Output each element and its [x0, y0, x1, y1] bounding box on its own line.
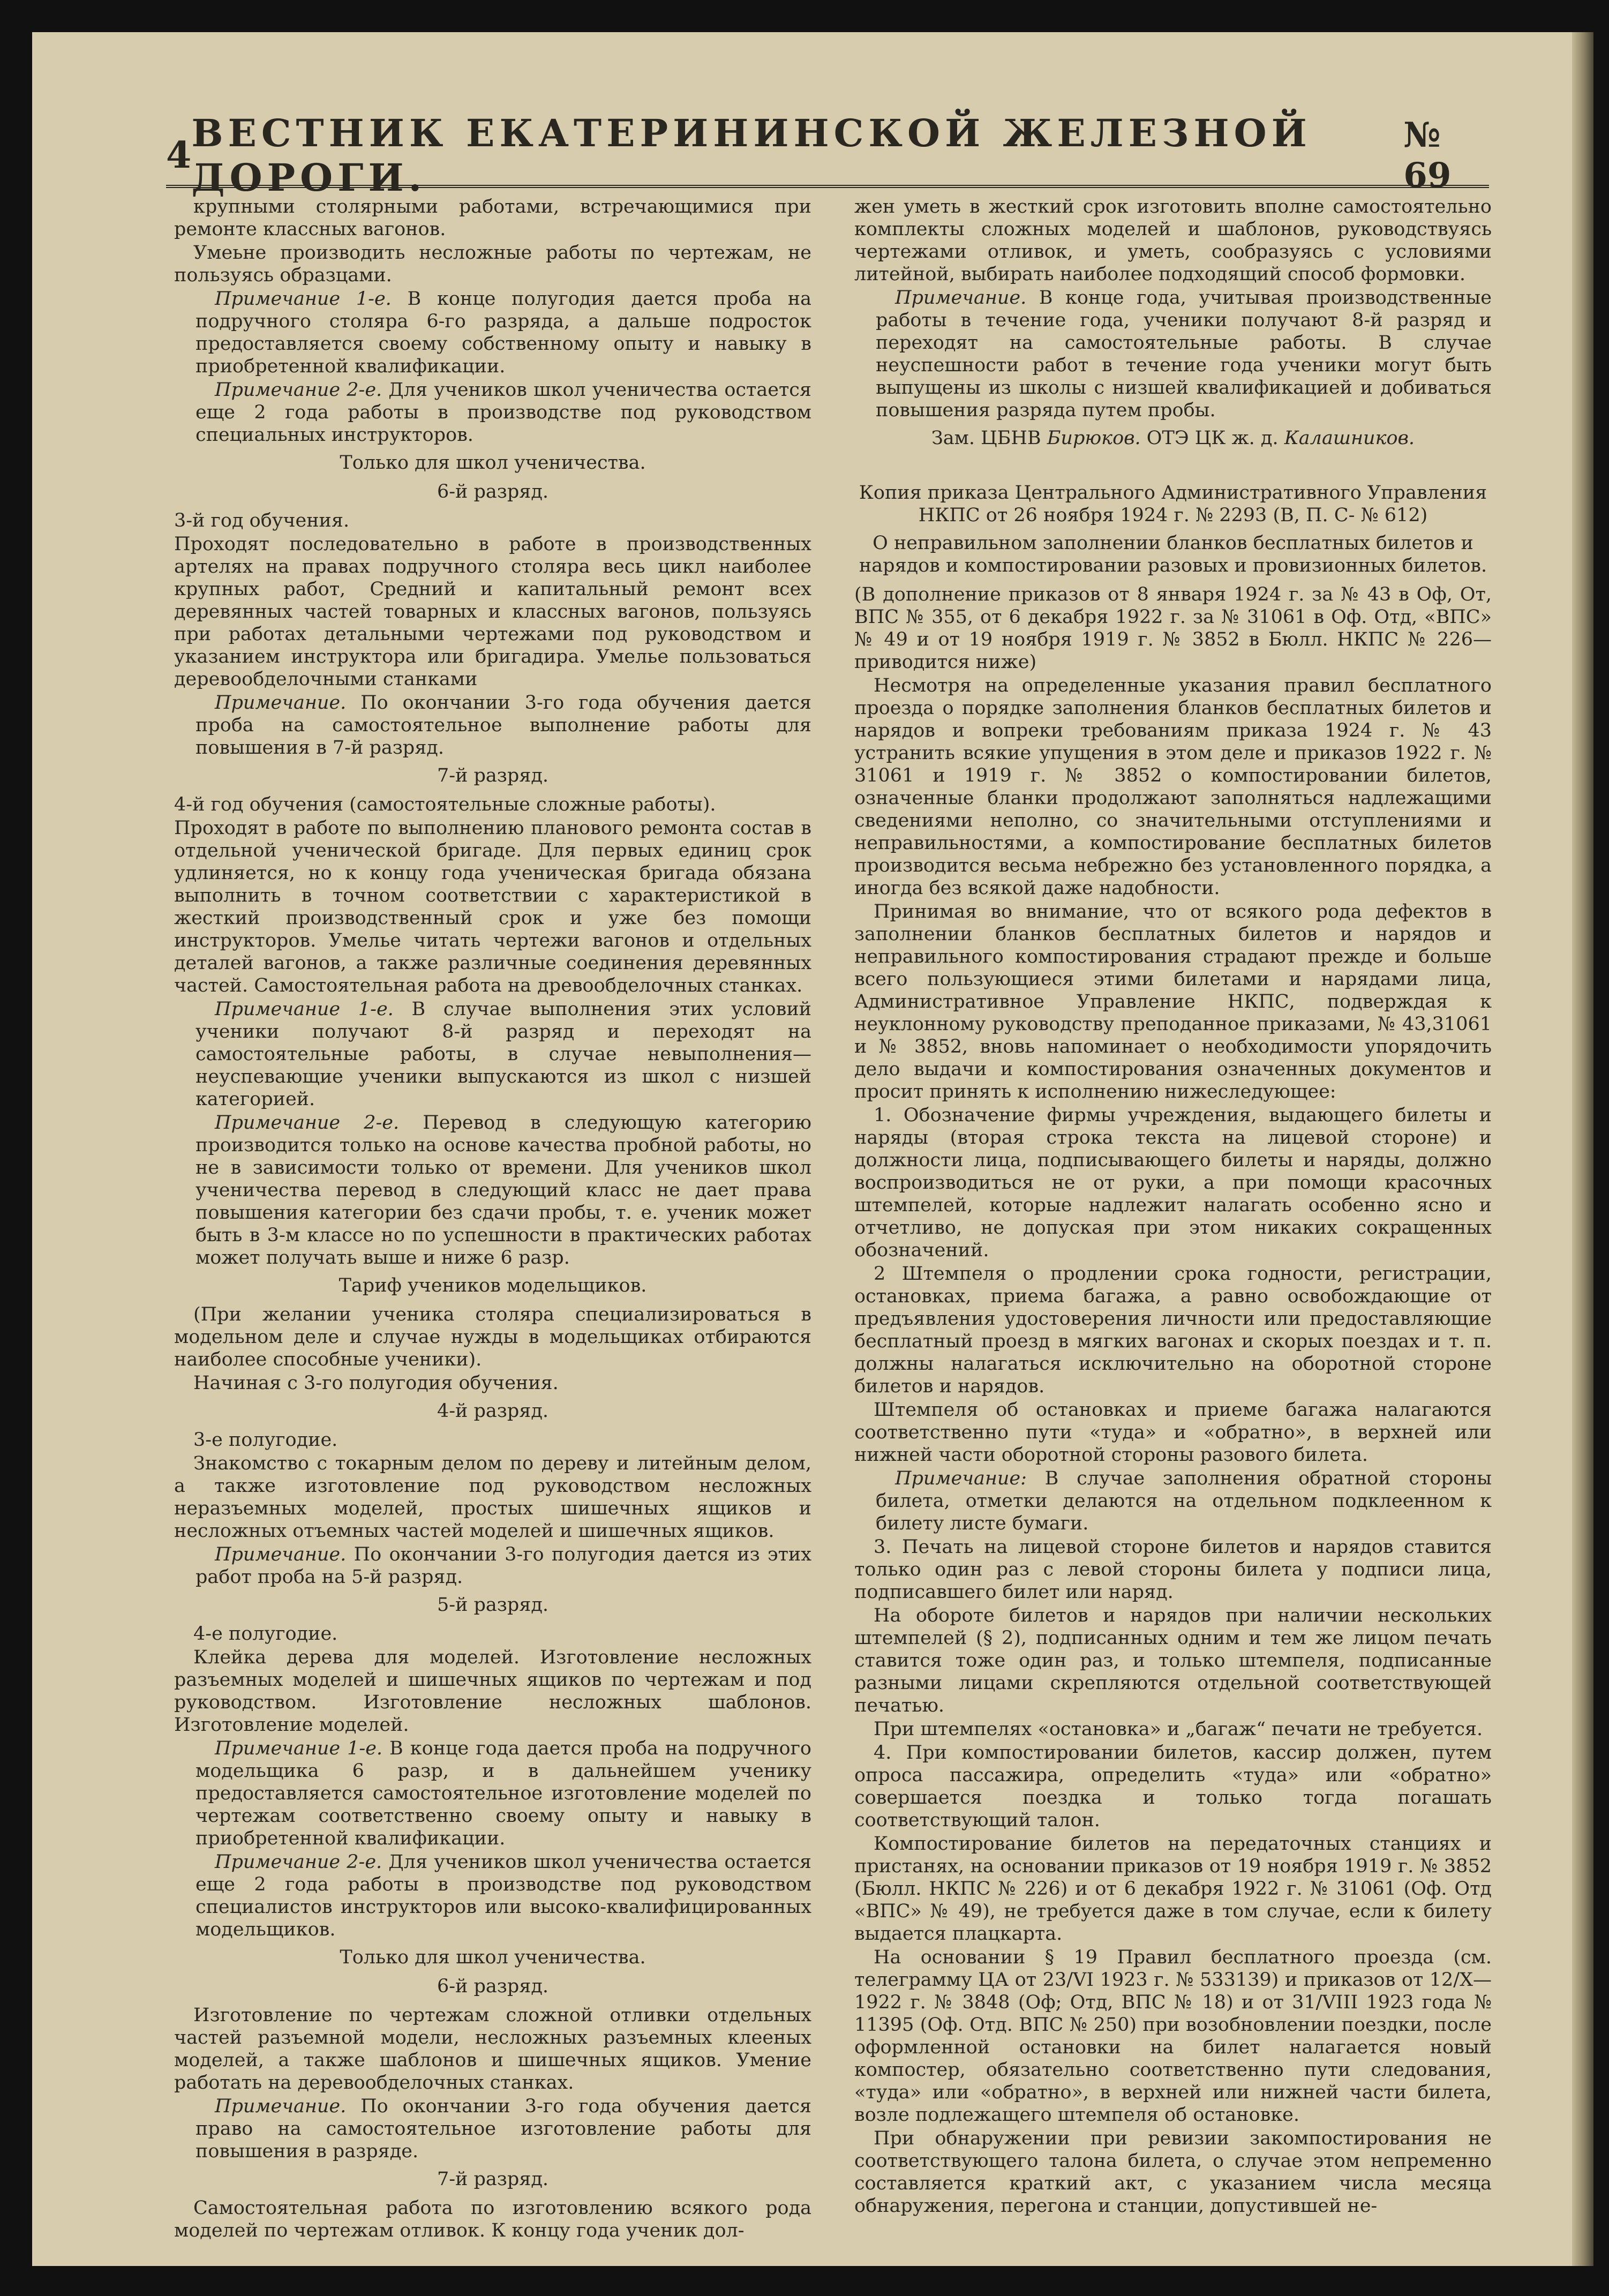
note-text: В случае заполнения обратной стороны билета, отметки делаются на отдельном подклеенном к билету листе бумаги. — [876, 1468, 1492, 1534]
paragraph: Проходят в работе по выполнению планового ремонта состав в отдельной ученической бригаде. Для первых единиц срок удлиняется, но к концу года ученическая бригада обязана выполнить в точном соответствии с характеристикой в жесткий производственный срок и уже без помощи инструкторов. Умелье читать чертежи вагонов и отдельных деталей вагонов, а также различные соединения деревянных частей. Самостоятельная работа на древообделочных станках. — [174, 817, 811, 996]
note-paragraph — [174, 1737, 811, 1850]
paragraph: Умеьне производить несложные работы по чертежам, не пользуясь образцами. — [174, 242, 811, 286]
paragraph: 4. При компостировании билетов, кассир должен, путем опроса пассажира, определить «туда» или «обратно» совершается поездка и только тогда погашать соответствующий талон. — [854, 1742, 1492, 1831]
paragraph: На основании § 19 Правил бесплатного проезда (см. телеграмму ЦА от 23/VI 1923 г. № 533139) и приказов от 12/X—1922 г. № 3848 (Оф; Отд, ВПС № 18) и от 31/VIII 1923 года № 11395 (Оф. Отд. ВПС № 250) при возобновлении поездки, после оформленной остановки на билет налагается новый компостер, обязательно соответственно пути следования, «туда» или «обратно», в верхней или нижней части билета, возле подлежащего штемпеля об остановке. — [854, 1947, 1492, 2126]
section-heading: 7-й разряд. — [437, 765, 549, 786]
left-column — [174, 196, 811, 2243]
paragraph: Знакомство с токарным делом по дереву и литейным делом, а также изготовление под руководством несложных неразъемных моделей, простых шишечных ящиков и несложных отъемных частей моделей и шишечных ящиков. — [174, 1453, 811, 1542]
section-heading: Только для школ ученичества. — [340, 452, 646, 474]
paragraph: Принимая во внимание, что от всякого рода дефектов в заполнении бланков бесплатных билетов и нарядов и неправильного компостирования страдают прежде и больше всего пользующиеся этими билетами и нарядами лица, Административное Управление НКПС, подверждая к неуклонному руководству преподанное приказами, № 43,31061 и № 3852, вновь напоминает о необходимости упорядочить дело выдачи и компостирования означенных документов и просит принять к исполнению нижеследующее: — [854, 901, 1492, 1102]
note-label: Примечание 2-е. — [215, 379, 382, 401]
paragraph: (При желании ученика столяра специализироваться в модельном деле и случае нужды в модельщиках отбираются наиболее способные ученики). — [174, 1304, 811, 1370]
note-paragraph — [174, 2095, 811, 2163]
paragraph: При штемпелях «остановка» и „багаж“ печати не требуется. — [874, 1719, 1483, 1740]
page-header — [166, 111, 1489, 200]
section-heading: Только для школ ученичества. — [340, 1947, 646, 1968]
document-heading: Копия приказа Центрального Административного Управления НКПС от 26 ноября 1924 г. № 2293 (В, П. С- № 612) — [859, 482, 1487, 526]
paragraph: Несмотря на определенные указания правил бесплатного проезда о порядке заполнения бланков бесплатных билетов и нарядов и вопреки требованиям приказа 1924 г. № 43 устранить всякие упущения в этом деле и приказов 1922 г. № 31061 и 1919 г. № 3852 о компостировании билетов, означенные бланки продолжают заполняться надлежащими сведениями неполно, со значительными отступлениями и неправильностями, а компостирование бесплатных билетов производится весьма небрежно без установленного порядка, а иногда без всякой даже надобности. — [854, 675, 1492, 899]
signer-title: ОТЭ ЦК ж. д. — [1140, 427, 1279, 449]
signer-name: Бирюков. — [1041, 427, 1141, 449]
section-heading: Тариф учеников модельщиков. — [339, 1275, 647, 1296]
note-text: По окончании 3-го года обучения дается проба на самостоятельное выполнение работы для повышения в 7-й разряд. — [196, 692, 811, 759]
note-text: В конце года, учитывая производственные работы в течение года, ученики получают 8-й разряд и переходят на самостоятельные работы. В случае неуспешности работ в течение года ученики могут быть выпущены из школы с низшей квалификацией и добиваться повышения разряда путем пробы. — [876, 287, 1492, 421]
note-label: Примечание 2-е. — [215, 1112, 400, 1134]
paragraph: Изготовление по чертежам сложной отливки отдельных частей разъемной модели, несложных разъемных клееных моделей, а также шаблонов и шишечных ящиков. Умение работать на деревообделочных станках. — [174, 2005, 811, 2094]
paragraph: 1. Обозначение фирмы учреждения, выдающего билеты и наряды (вторая строка текста на лицевой стороне) и должности лица, подписывающего билеты и наряды, должно воспроизводиться не от руки, а при помощи красочных штемпелей, которые надлежит налагать особенно ясно и отчетливо, не допуская при этом никаких сокращенных обозначений. — [854, 1105, 1492, 1261]
section-gap — [854, 451, 1492, 470]
note-text: Для учеников школ ученичества остается еще 2 года работы в производстве под руководством специальных инструкторов. — [196, 379, 811, 446]
note-text: В случае выполнения этих условий ученики получают 8-й разряд и переходят на самостоятельные работы, в случае невыполнения—неуспевающие ученики выпускаются из школ с низшей категорией. — [196, 999, 811, 1110]
signer-name: Калашников. — [1278, 427, 1415, 449]
note-text: По окончании 3-го полугодия дается из этих работ проба на 5-й разряд. — [196, 1544, 811, 1588]
section-heading: 7-й разряд. — [437, 2169, 549, 2190]
signature-line — [854, 427, 1492, 449]
paragraph: 3-й год обучения. — [174, 510, 350, 531]
paragraph: Штемпеля об остановках и приеме багажа налагаются соответственно пути «туда» и «обратно», в верхней или нижней части оборотной стороны разового билета. — [854, 1399, 1492, 1466]
issue-number: № 69 — [1403, 115, 1452, 196]
section-heading: О неправильном заполнении бланков бесплатных билетов и нарядов и компостировании разовых и провизионных билетов. — [859, 532, 1487, 576]
note-paragraph — [174, 692, 811, 759]
section-heading: 6-й разряд. — [437, 1976, 549, 1997]
note-paragraph — [854, 287, 1492, 422]
note-paragraph — [174, 998, 811, 1111]
paragraph: (В дополнение приказов от 8 января 1924 г. за № 43 в Оф, От, ВПС № 355, от 6 декабря 1922 г. за № 31061 в Оф. Отд, «ВПС» № 49 и от 19 ноября 1919 г. № 3852 в Бюлл. НКПС № 226—приводится ниже) — [854, 584, 1492, 673]
note-text: В конце полугодия дается проба на подручного столяра 6-го разряда, а дальше подросток предоставляется своему собственному опыту и навыку в приобретенной квалификации. — [196, 288, 811, 377]
binding-spine — [1572, 32, 1593, 2266]
page-number: 4 — [166, 134, 192, 177]
paragraph: 4-е полугодие. — [193, 1623, 338, 1645]
note-text: Для учеников школ ученичества остается еще 2 года работы в производстве под руководством специалистов инструкторов или высоко-квалифицированных модельщиков. — [196, 1851, 811, 1940]
note-label: Примечание 1-е. — [215, 999, 394, 1020]
note-label: Примечание: — [895, 1468, 1027, 1489]
note-paragraph — [854, 1467, 1492, 1535]
paragraph: крупными столярными работами, встречающимися при ремонте классных вагонов. — [174, 196, 811, 240]
paragraph: Начиная с 3-го полугодия обучения. — [193, 1372, 559, 1394]
paragraph: 3-е полугодие. — [193, 1429, 338, 1451]
note-label: Примечание 2-е. — [215, 1851, 382, 1873]
paragraph: При обнаружении при ревизии закомпостирования не соответствующего талона билета, о случае этом непременно составляется краткий акт, с указанием числа месяца обнаружения, перегона и станции, допустившей не- — [854, 2128, 1492, 2217]
paragraph: На обороте билетов и нарядов при наличии нескольких штемпелей (§ 2), подписанных одним и тем же лицом печать ставится тоже один раз, и только штемпеля, подписанные разными лицами скрепляются отдельной соответствующей печатью. — [854, 1605, 1492, 1716]
section-heading: 4-й разряд. — [437, 1400, 549, 1422]
note-paragraph — [174, 1112, 811, 1269]
note-label: Примечание. — [215, 2096, 347, 2117]
paragraph: Самостоятельная работа по изготовлению всякого рода моделей по чертежам отливок. К концу года ученик дол- — [174, 2197, 811, 2241]
paragraph: 2 Штемпеля о продлении срока годности, регистрации, остановках, приема багажа, а равно освобождающие от предъявления удостоверения личности или предоставляющие бесплатный проезд в мягких вагонах и скорых поездах и т. п. должны налагаться исключительно на оборотной стороне билетов и нарядов. — [854, 1263, 1492, 1397]
note-text: По окончании 3-го года обучения дается право на самостоятельное изготовление работы для повышения в разряде. — [196, 2096, 811, 2162]
paragraph: 4-й год обучения (самостоятельные сложные работы). — [174, 794, 716, 815]
paragraph: Клейка дерева для моделей. Изготовление несложных разъемных моделей и шишечных ящиков по чертежам и под руководством. Изготовление несложных шаблонов. Изготовление моделей. — [174, 1647, 811, 1736]
note-text: В конце года дается проба на подручного модельщика 6 разр, и в дальнейшем ученику предоставляется самостоятельное изготовление моделей по чертежам соответственно своему опыту и навыку в приобретенной квалификации. — [196, 1738, 811, 1849]
note-text: Перевод в следующую категорию производится только на основе качества пробной работы, но не в зависимости только от времени. Для учеников школ ученичества перевод в следующий класс не дает права повышения категории без сдачи пробы, т. е. ученик может быть в 3-м классе но по успешности в практических работах может получать выше и ниже 6 разр. — [196, 1112, 811, 1269]
newspaper-page — [32, 32, 1593, 2266]
paragraph: Проходят последовательно в работе в производственных артелях на правах подручного столяра весь цикл наиболее крупных работ, Средний и капитальный ремонт всех деревянных частей товарных и классных вагонов, пользуясь при работах детальными чертежами под руководством и указанием инструктора или бригадира. Умелье пользоваться деревообделочными станками — [174, 534, 811, 690]
note-label: Примечание. — [895, 287, 1027, 309]
note-paragraph — [174, 379, 811, 446]
paragraph: жен уметь в жесткий срок изготовить вполне самостоятельно комплекты сложных моделей и шаблонов, руководствуясь чертежами отливок, и уметь, сообразуясь с условиями литейной, выбирать наиболее подходящий способ формовки. — [854, 196, 1492, 285]
section-heading: 5-й разряд. — [437, 1594, 549, 1616]
journal-title: ВЕСТНИК ЕКАТЕРИНИНСКОЙ ЖЕЛЕЗНОЙ ДОРОГИ. — [191, 111, 1312, 200]
note-label: Примечание 1-е. — [215, 288, 392, 310]
note-label: Примечание. — [215, 1544, 347, 1565]
signer-title: Зам. ЦБНВ — [931, 427, 1041, 449]
paragraph: Компостирование билетов на передаточных станциях и пристанях, на основании приказов от 19 ноября 1919 г. № 3852 (Бюлл. НКПС № 226) и от 6 декабря 1922 г. № 31061 (Оф. Отд «ВПС» № 49), не требуется даже в том случае, если к билету выдается плацкарта. — [854, 1833, 1492, 1945]
paragraph: 3. Печать на лицевой стороне билетов и нарядов ставится только один раз с левой стороны билета у подписи лица, подписавшего билет или наряд. — [854, 1536, 1492, 1603]
section-heading: 6-й разряд. — [437, 481, 549, 502]
note-paragraph — [174, 288, 811, 378]
note-label: Примечание 1-е. — [215, 1738, 383, 1759]
note-paragraph — [174, 1851, 811, 1941]
note-label: Примечание. — [215, 692, 347, 714]
right-column — [854, 196, 1492, 2218]
note-paragraph — [174, 1543, 811, 1588]
